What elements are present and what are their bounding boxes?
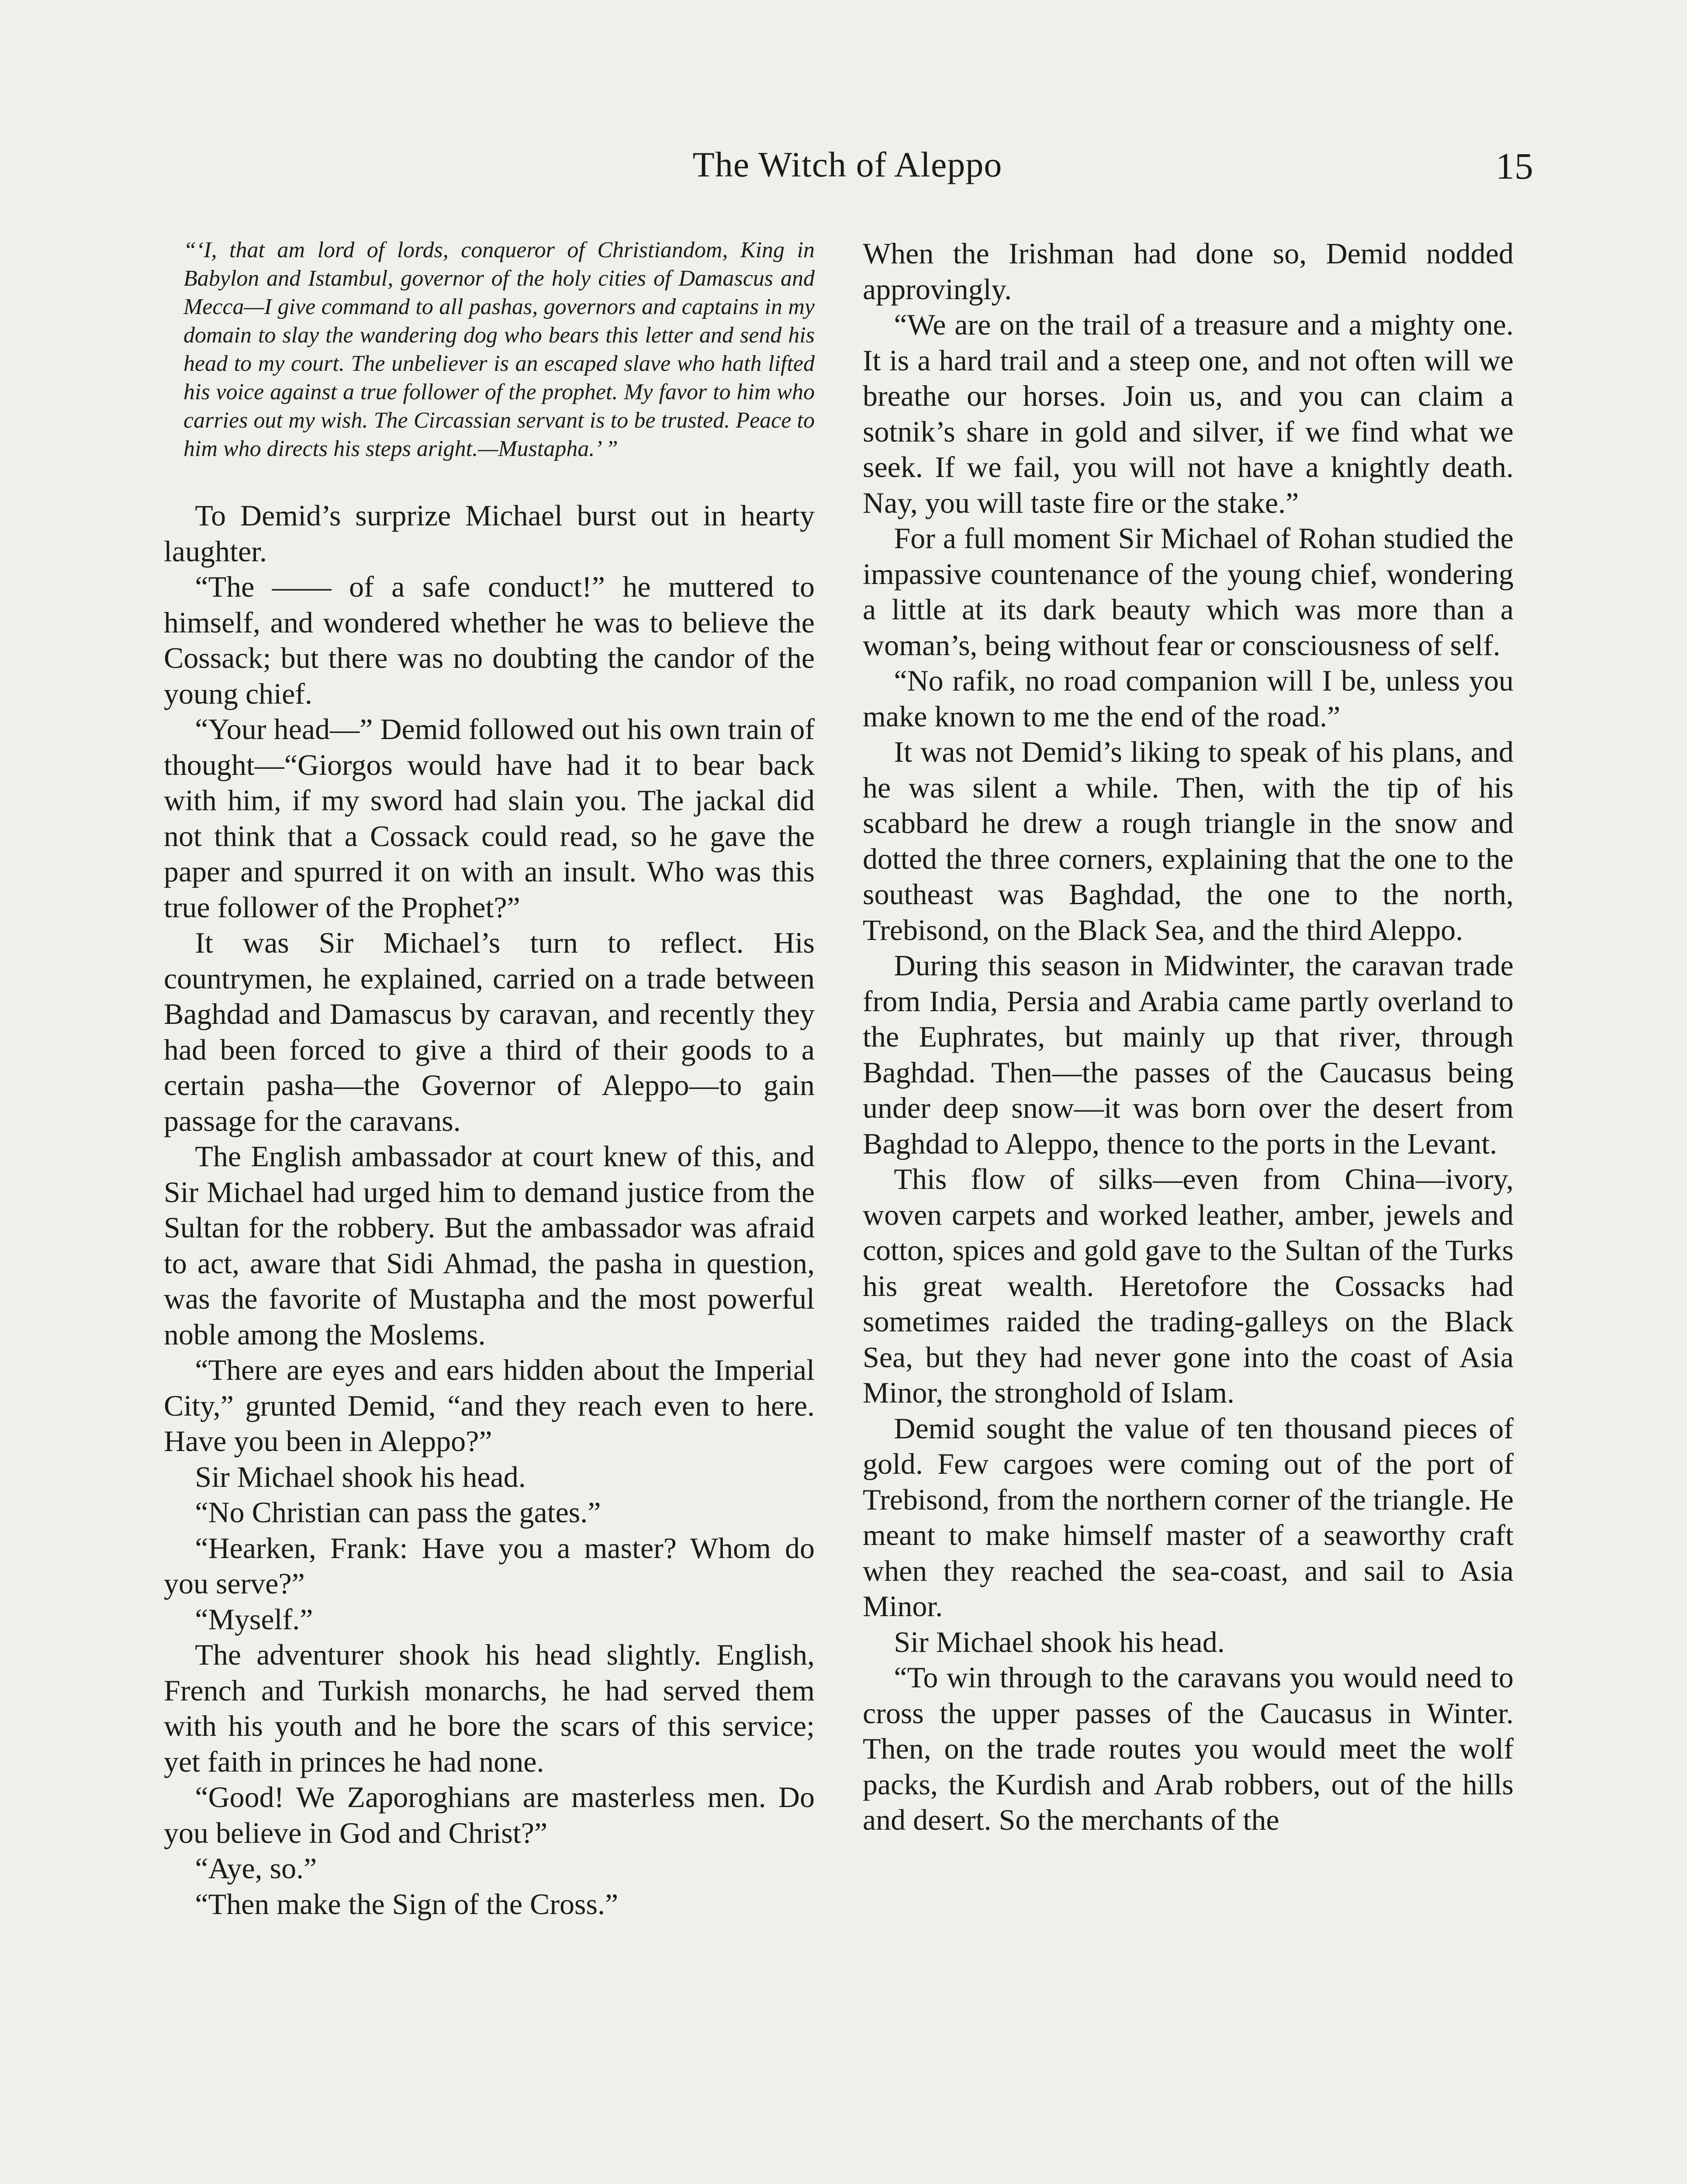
page-number: 15 (1496, 145, 1533, 187)
paragraph: Sir Michael shook his head. (195, 1460, 526, 1493)
paragraph: The adventurer shook his head slightly. English, French and Turkish monarchs, he had served them with his youth and he bore the scars of this service; yet faith in princes he had none. (164, 1638, 815, 1778)
paragraph: The English ambassador at court knew of this, and Sir Michael had urged him to demand justice from the Sultan for the robbery. But the ambassador was afraid to act, aware that Sidi Ahmad, the pasha in question, was the favorite of Mustapha and the most powerful noble among the Moslems. (164, 1140, 815, 1351)
paragraph: “Then make the Sign of the Cross.” (195, 1887, 619, 1921)
left-column (164, 236, 815, 1922)
paragraph: When the Irishman had done so, Demid nodded approvingly. (863, 237, 1514, 306)
paragraph: “Your head—” Demid followed out his own train of thought—“Giorgos would have had it to bear back with him, if my sword had slain you. The jackal did not think that a Cossack could read, so he gave the paper and spurred it on with an insult. Who was this true follower of the Prophet?” (164, 712, 815, 924)
letter-text: “‘I, that am lord of lords, conqueror of Christiandom, King in Babylon and Istambul, governor of the holy cities of Damascus and Mecca—I give command to all pashas, governors and captains in my domain to slay the wandering dog who bears this letter and send his head to my court. The unbeliever is an escaped slave who hath lifted his voice against a true follower of the prophet. My favor to him who carries out my wish. The Circassian servant is to be trusted. Peace to him who directs his steps aright.—Mustapha.’ ” (183, 238, 815, 461)
paragraph: “No Christian can pass the gates.” (195, 1496, 601, 1529)
paragraph: Sir Michael shook his head. (894, 1625, 1225, 1659)
paragraph: This flow of silks—even from China—ivory, woven carpets and worked leather, amber, jewels and cotton, spices and gold gave to the Sultan of the Turks his great wealth. Heretofore the Cossacks had sometimes raided the trading-galleys on the Black Sea, but they had never gone into the coast of Asia Minor, the stronghold of Islam. (863, 1162, 1514, 1409)
paragraph: During this season in Midwinter, the caravan trade from India, Persia and Arabia came partly overland to the Euphrates, but mainly up that river, through Baghdad. Then—the passes of the Caucasus being under deep snow—it was born over the desert from Baghdad to Aleppo, thence to the ports in the Levant. (863, 949, 1514, 1160)
paragraph: It was not Demid’s liking to speak of his plans, and he was silent a while. Then, with the tip of his scabbard he drew a rough triangle in the snow and dotted the three corners, explaining that the one to the southeast was Baghdad, the one to the north, Trebisond, on the Black Sea, and the third Aleppo. (863, 735, 1514, 947)
paragraph: “The —— of a safe conduct!” he muttered to himself, and wondered whether he was to believe the Cossack; but there was no doubting the candor of the young chief. (164, 570, 815, 710)
paragraph: “Hearken, Frank: Have you a master? Whom do you serve?” (164, 1531, 815, 1600)
paragraph: It was Sir Michael’s turn to reflect. His countrymen, he explained, carried on a trade between Baghdad and Damascus by caravan, and recently they had been forced to give a third of their goods to a certain pasha—the Governor of Aleppo—to gain passage for the caravans. (164, 926, 815, 1137)
right-column (863, 236, 1514, 1838)
paragraph: “Myself.” (195, 1602, 313, 1636)
paragraph: “Aye, so.” (195, 1852, 317, 1885)
paragraph: “We are on the trail of a treasure and a mighty one. It is a hard trail and a steep one, and not often will we breathe our horses. Join us, and you can claim a sotnik’s share in gold and silver, if we find what we seek. If we fail, you will not have a knightly death. Nay, you will taste fire or the stake.” (863, 308, 1514, 519)
running-title: The Witch of Aleppo (692, 145, 1003, 184)
paragraph: “There are eyes and ears hidden about the Imperial City,” grunted Demid, “and they reach even to here. Have you been in Aleppo?” (164, 1353, 815, 1458)
paragraph: “To win through to the caravans you would need to cross the upper passes of the Caucasus in Winter. Then, on the trade routes you would meet the wolf packs, the Kurdish and Arab robbers, out of the hills and desert. So the merchants of the (863, 1661, 1514, 1836)
paragraph: “No rafik, no road companion will I be, unless you make known to me the end of the road.” (863, 664, 1514, 733)
quoted-letter (164, 236, 815, 463)
paragraph: Demid sought the value of ten thousand pieces of gold. Few cargoes were coming out of the port of Trebisond, from the northern corner of the triangle. He meant to make himself master of a seaworthy craft when they reached the sea-coast, and sail to Asia Minor. (863, 1411, 1514, 1623)
paragraph: For a full moment Sir Michael of Rohan studied the impassive countenance of the young chief, wondering a little at its dark beauty which was more than a woman’s, being without fear or consciousness of self. (863, 522, 1514, 662)
paragraph: To Demid’s surprize Michael burst out in hearty laughter. (164, 499, 815, 568)
paragraph: “Good! We Zaporoghians are masterless men. Do you believe in God and Christ?” (164, 1780, 815, 1849)
